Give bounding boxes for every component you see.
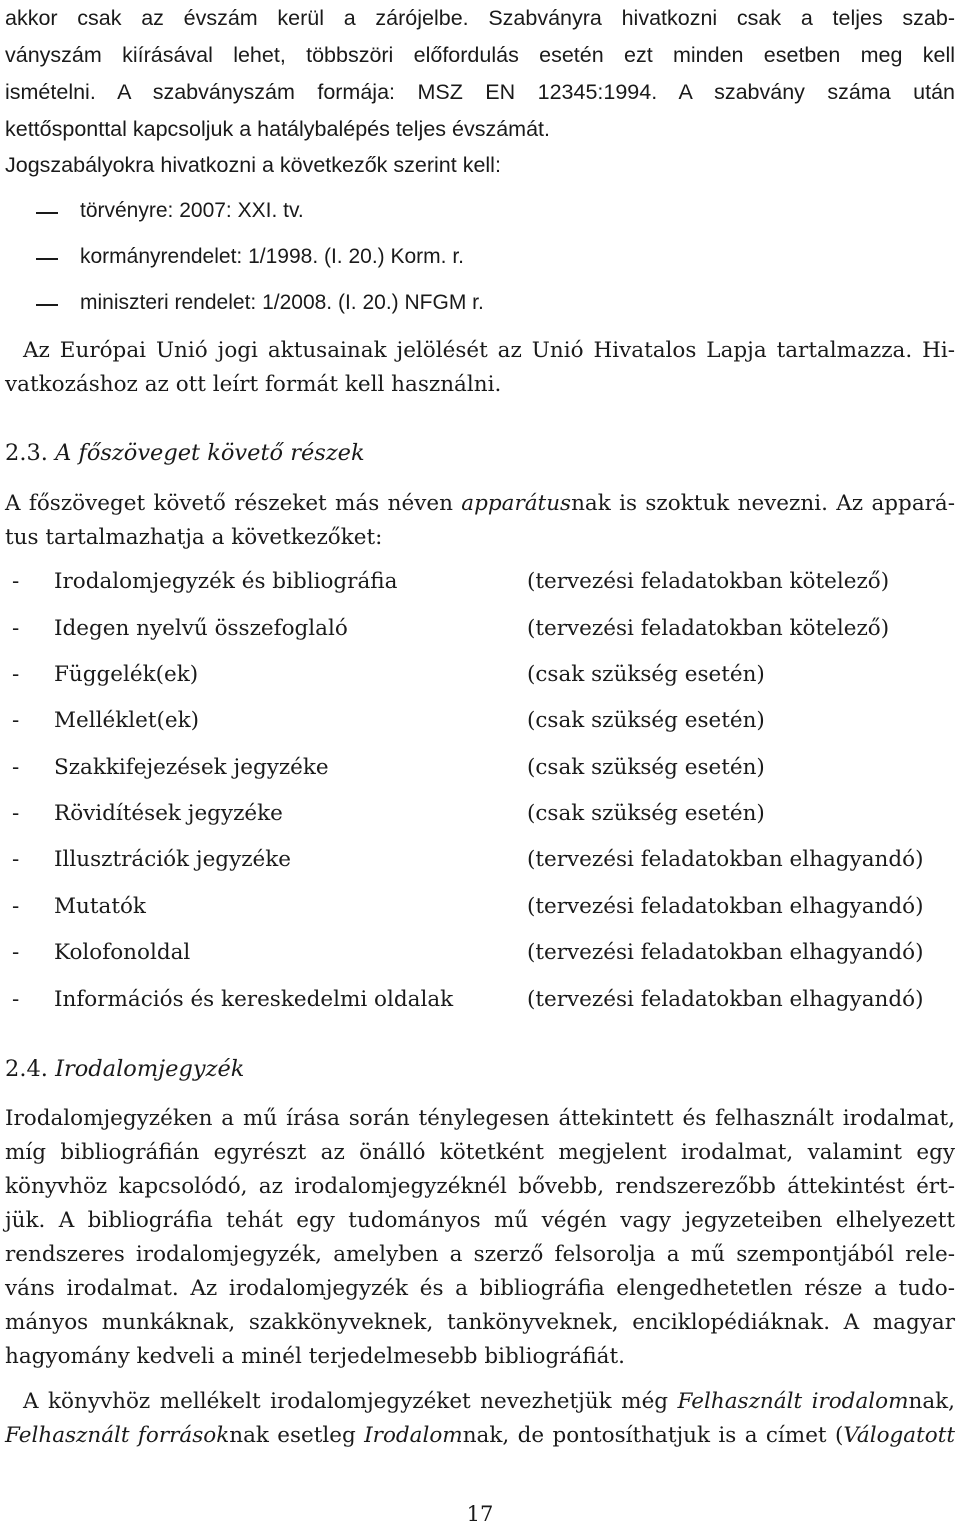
law-item: miniszteri rendelet: 1/2008. (I. 20.) NFGM r. xyxy=(36,288,484,318)
text-line: vatkozáshoz az ott leírt formát kell használni. xyxy=(5,372,502,397)
section-title: Irodalomjegyzék xyxy=(55,1056,245,1082)
text-line: míg bibliográfián egyrészt az önálló kötetként megjelent irodalmat, valamint egy xyxy=(5,1140,955,1165)
titles-paragraph xyxy=(5,1385,955,1453)
text-line: A könyvhöz mellékelt irodalomjegyzéket nevezhetjük még Felhasznált irodalomnak, xyxy=(23,1389,955,1414)
text-line: ismételni. A szabványszám formája: MSZ EN 12345:1994. A szabvány száma után xyxy=(5,80,955,104)
section-heading-2-3 xyxy=(5,436,365,470)
text-line: hagyomány kedveli a minél terjedelmesebb bibliográfiát. xyxy=(5,1344,625,1369)
text-line: A főszöveget követő részeket más néven apparátusnak is szoktuk nevezni. Az appará- xyxy=(5,491,956,516)
text-line: akkor csak az évszám kerül a zárójelbe. Szabványra hivatkozni csak a teljes szab- xyxy=(5,6,955,30)
apparatus-paragraph xyxy=(5,487,955,555)
text-line: könyvhöz kapcsolódó, az irodalomjegyzéknél bővebb, rendszerezőbb áttekintést ért- xyxy=(5,1174,955,1199)
text-line: Felhasznált forrásoknak esetleg Irodalomnak, de pontosíthatjuk is a címet (Válogatott xyxy=(5,1423,955,1448)
law-item: törvényre: 2007: XXI. tv. xyxy=(36,196,304,226)
text-line: kettősponttal kapcsoljuk a hatálybalépés teljes évszámát. xyxy=(5,117,550,141)
text-line: jük. A bibliográfia tehát egy tudományos mű végén vagy jegyzeteiben elhelyezett xyxy=(5,1208,955,1233)
text-line: mányos munkáknak, szakkönyveknek, tankönyveknek, enciklopédiáknak. A magyar xyxy=(5,1310,955,1335)
standards-paragraph xyxy=(5,0,955,148)
law-item: kormányrendelet: 1/1998. (I. 20.) Korm. r. xyxy=(36,242,464,272)
text-line: váns irodalmat. Az irodalomjegyzék és a bibliográfia elengedhetetlen része a tudo- xyxy=(5,1276,955,1301)
laws-intro: Jogszabályokra hivatkozni a következők szerint kell: xyxy=(5,153,501,177)
document-page: akkor csak az évszám kerül a zárójelbe. Szabványra hivatkozni csak a teljes szab- ványszám kiírásával lehet, többszöri előfordulás esetén ezt minden esetben meg kell ismételni. A szabványszám formája: MSZ EN 12345:1994. A szabvány száma után kettősponttal kapcsoljuk a hatálybalépés teljes évszámát. Jogszabályokra hivatkozni a következők szerint kell: törvényre: 2007: XXI. tv. kormányrendelet: 1/1998. (I. 20.) Korm. r. miniszteri rendelet: 1/2008. (I. 20.) NFGM r. Az Európai Unió jogi aktusainak jelölését az Unió Hivatalos Lapja tartalmazza. Hi- vatkozáshoz az ott leírt formát kell használni. 2.3. A főszöveget követő részek A főszöveget követő részeket más néven apparátusnak is szoktuk nevezni. Az appará- tus tartalmazhatja a következőket: - Irodalomjegyzék és bibliográfia (tervezési feladatokban kötelező) - Idegen nyelvű összefoglaló (tervezési feladatokban kötelező) - Függelék(ek) (csak szükség esetén) - Melléklet(ek) (csak szükség esetén) - Szakkifejezések jegyzéke (csak szükség esetén) - Rövidítések jegyzéke (csak szükség esetén) - Illusztrációk jegyzéke (tervezési feladatokban elhagyandó) - Mutatók (tervezési feladatokban elhagyandó) - Kolofonoldal (tervezési feladatokban elhagyandó) - Információs és kereskedelmi oldalak (tervezési feladatokban elhagyandó) 2.4. Irodalomjegyzék Irodalomjegyzéken a mű írása során ténylegesen áttekintett és felhasznált irodalmat, míg bibliográfián egyrészt az önálló kötetként megjelent irodalmat, valamint egy könyvhöz kapcsolódó, az irodalomjegyzéknél bővebb, rendszerezőbb áttekintést ért- jük. A bibliográfia tehát egy tudományos mű végén vagy jegyzeteiben elhelyezett rendszeres irodalomjegyzék, amelyben a szerző felsorolja a mű szempontjából rele- váns irodalmat. Az irodalomjegyzék és a bibliográfia elengedhetetlen része a tudo- mányos munkáknak, szakkönyveknek, tankönyveknek, enciklopédiáknak. A magyar hagyomány kedveli a minél terjedelmesebb bibliográfiát. A könyvhöz mellékelt irodalomjegyzéket nevezhetjük még Felhasznált irodalomnak, Felhasznált forrásoknak esetleg Irodalomnak, de pontosíthatjuk is a címet (Válogatott 17 xyxy=(0,0,960,1529)
text-line: tus tartalmazhatja a következőket: xyxy=(5,525,383,550)
text-line: Az Európai Unió jogi aktusainak jelölését az Unió Hivatalos Lapja tartalmazza. Hi- xyxy=(23,338,955,363)
section-number: 2.3. xyxy=(5,440,48,466)
eu-paragraph xyxy=(5,334,955,402)
text-line: rendszeres irodalomjegyzék, amelyben a szerző felsorolja a mű szempontjából rele- xyxy=(5,1242,955,1267)
text-line: ványszám kiírásával lehet, többszöri előfordulás esetén ezt minden esetben meg kell xyxy=(5,43,955,67)
bibliography-paragraph xyxy=(5,1102,955,1374)
section-number: 2.4. xyxy=(5,1056,48,1082)
dash-bullet-icon xyxy=(36,258,58,260)
text-line: Irodalomjegyzéken a mű írása során ténylegesen áttekintett és felhasznált irodalmat, xyxy=(5,1106,955,1131)
section-heading-2-4 xyxy=(5,1052,244,1086)
section-title: A főszöveget követő részek xyxy=(55,440,365,466)
page-number: 17 xyxy=(466,1502,494,1526)
dash-bullet-icon xyxy=(36,304,58,306)
dash-bullet-icon xyxy=(36,212,58,214)
